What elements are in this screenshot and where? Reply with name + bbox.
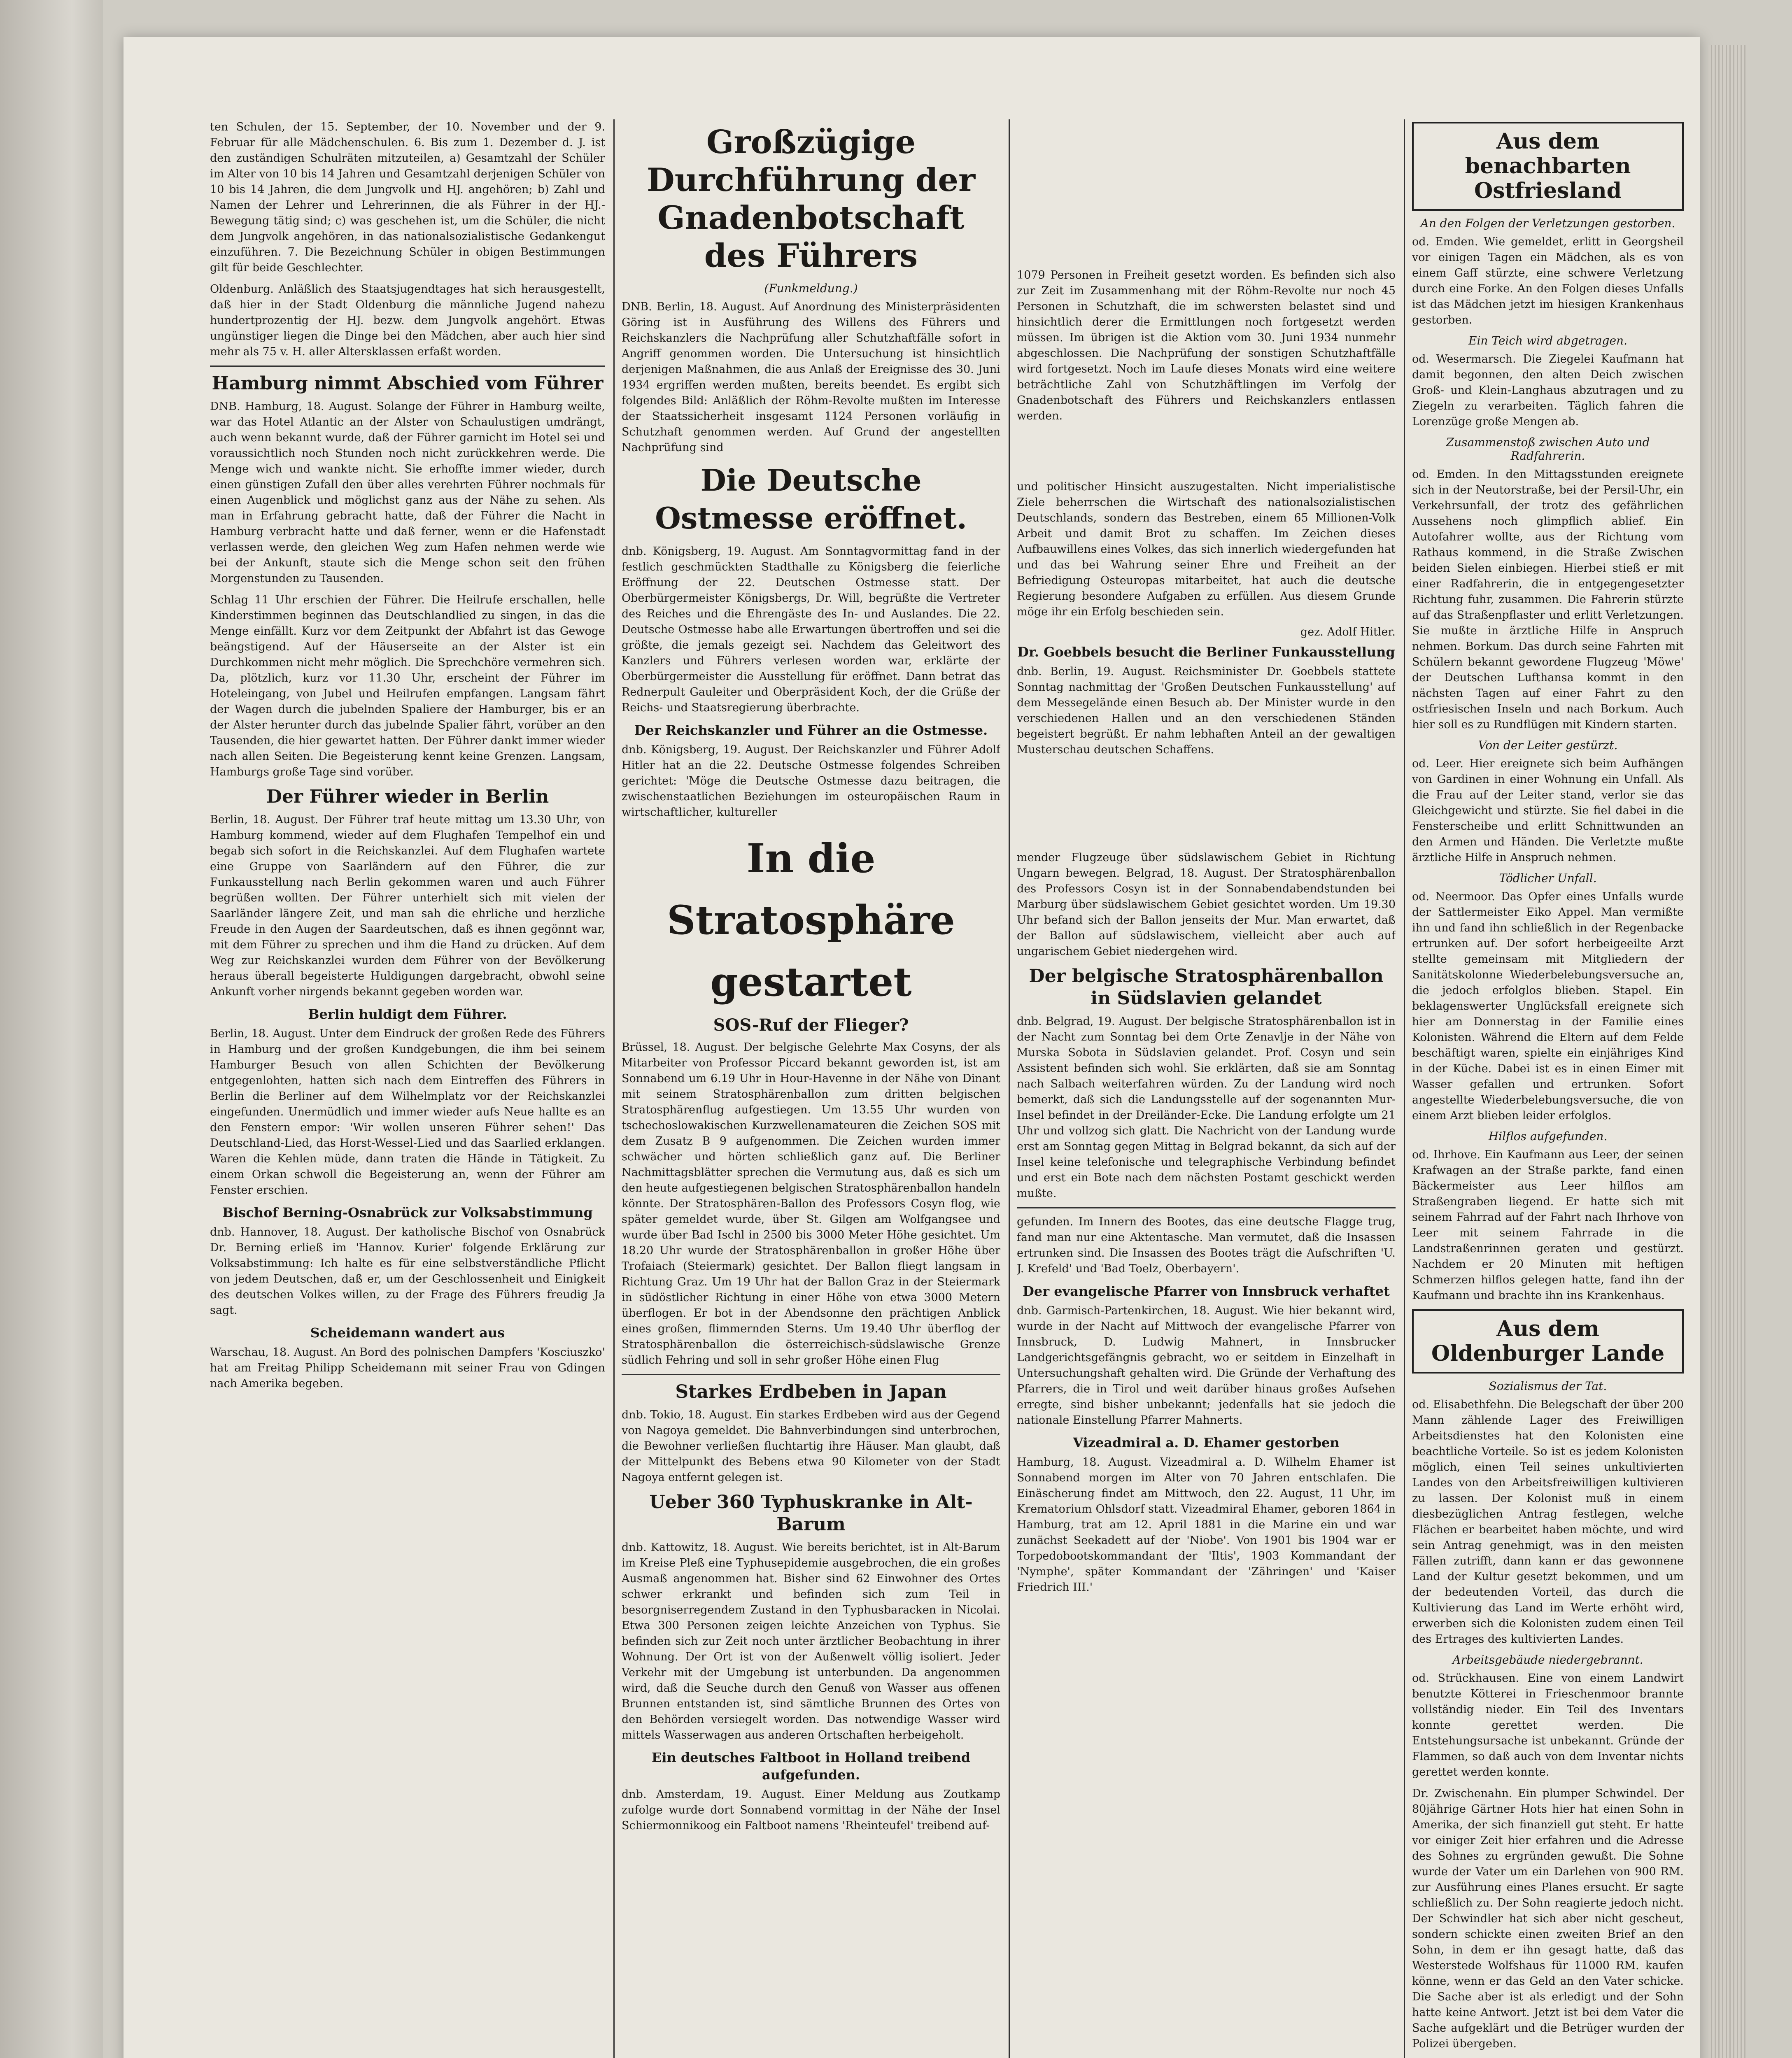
belgisch-text: dnb. Belgrad, 19. August. Der belgische Stratosphärenballon ist in der Nacht zum Sonntag bei dem Orte Zenavlje in der Nähe von Murska Sobota in Südslavien gelandet. Prof. Cosyn und sein Assistent befinden sich wohl. Sie erklärten, daß sie am Sonntag nach Salbach weiterfahren würden. Zu der Landung wird noch bemerkt, daß sich die Landungsstelle auf der sogenannten Mur-Insel befindet in der Dreiländer-Ecke. Die Landung erfolgte um 21 Uhr und vollzog sich glatt. Die Nachricht von der Landung wurde erst am Sonntag gegen Mittag in Belgrad bekannt, da sich auf der Insel keine telefonische und telegraphische Verbindung befindet und erst ein Bote nach dem nächsten Postamt geschickt werden mußte.: [1017, 1015, 1396, 1200]
folgen-text: od. Emden. Wie gemeldet, erlitt in Georgsheil vor einigen Tagen ein Mädchen, als es von einem Gaff stürzte, eine schwere Verletzung durch eine Forke. An den Folgen dieses Unfalls ist das Mädchen jetzt im hiesigen Krankenhaus gestorben.: [1412, 235, 1684, 326]
toedlich-headline: Tödlicher Unfall.: [1499, 871, 1597, 885]
column-2: [622, 119, 1000, 2058]
column-3: [1017, 268, 1396, 2058]
strato-headline: In die Stratosphäre gestartet: [667, 835, 955, 1005]
faltboot-text-b: gefunden. Im Innern des Bootes, das eine deutsche Flagge trug, fand man nur eine Aktentasche. Man vermutet, daß die Insassen ertrunken sind. Die Insassen des Bootes trägt die Aufschriften 'U. J. Krefeld' und 'Bad Toelz, Oberbayern'.: [1017, 1215, 1396, 1275]
berlin-headline: Der Führer wieder in Berlin: [266, 786, 549, 807]
typhus-text: dnb. Kattowitz, 18. August. Wie bereits berichtet, ist in Alt-Barum im Kreise Pleß eine Typhusepidemie ausgebrochen, die ein großes Ausmaß angenommen hat. Bisher sind 62 Einwohner des Ortes schwer erkrankt und befinden sich zum Teil in besorgniserregendem Zustand in den Typhusbaracken in Nicolai. Etwa 300 Personen zeigen leichte Anzeichen von Typhus. Sie befinden sich zur Zeit noch unter ärztlicher Beobachtung in ihrer Wohnung. Der Ort ist von der Außenwelt völlig isoliert. Jeder Verkehr mit der Umgebung ist unterbunden. Da angenommen wird, daß die Seuche durch den Genuß von Wasser aus offenen Brunnen entstanden ist, sind sämtliche Brunnen des Ortes von den Behörden versiegelt worden. Das notwendige Wasser wird mittels Wasserwagen aus anderen Ortschaften herbeigeholt.: [622, 1541, 1000, 1741]
goebbels-text: dnb. Berlin, 19. August. Reichsminister Dr. Goebbels stattete Sonntag nachmittag der 'Großen Deutschen Funkausstellung' auf dem Messegelände einen Besuch ab. Der Minister wurde in den verschiedenen Hallen und an den verschiedenen Ständen begeistert begrüßt. Er nahm lebhaften Anteil an der gewaltigen Musterschau deutschen Schaffens.: [1017, 665, 1396, 756]
berlin-subhead: Berlin huldigt dem Führer.: [308, 1006, 507, 1022]
reichskanzler-text: dnb. Königsberg, 19. August. Der Reichskanzler und Führer Adolf Hitler hat an die 22. Deutsche Ostmesse folgendes Schreiben gerichtet: 'Möge die Deutsche Ostmesse dazu beitragen, die zwischenstaatlichen Beziehungen im osteuropäischen Raum in wirtschaftlicher, kultureller: [622, 743, 1000, 819]
gnaden-text-b: 1079 Personen in Freiheit gesetzt worden. Es befinden sich also zur Zeit im Zusammenhang mit der Röhm-Revolte nur noch 45 Personen in Schutzhaft, die im schwersten belastet sind und hinsichtlich derer die Ermittlungen noch fortgesetzt werden müssen. Im übrigen ist die Aktion vom 30. Juni 1934 nunmehr abgeschlossen. Die Nachprüfung der sonstigen Schutzhaftfälle wird fortgesetzt. Noch im Laufe dieses Monats wird eine weitere beträchtliche Zahl von Schutzhäftlingen im Verfolg der Gnadenbotschaft des Führers und Reichskanzlers entlassen werden.: [1017, 269, 1396, 422]
zusammen-text: od. Emden. In den Mittagsstunden ereignete sich in der Neutorstraße, bei der Persil-Uhr, ein Verkehrsunfall, der trotz des gefährlichen Aussehens noch glimpflich ablief. Ein Autofahrer wollte, aus der Richtung vom Rathaus kommend, in die Straße Zwischen beiden Sielen einbiegen. Hierbei stieß er mit einer Radfahrerin, die in entgegengesetzter Richtung fuhr, zusammen. Die Fahrerin stürzte auf das Straßenpflaster und erlitt Verletzungen. Sie mußte in ärztliche Hilfe in Anspruch nehmen. Borkum. Das durch seine Fahrten mit Schülern bekannt gewordene Flugzeug 'Möwe' der Deutschen Lufthansa kommt in den nächsten Tagen auf einer Fahrt zu den ostfriesischen Inseln und nach Borkum. Auch hier soll es zu Rundflügen mit Kindern starten.: [1412, 468, 1684, 731]
leiter-text: od. Leer. Hier ereignete sich beim Aufhängen von Gardinen in einer Wohnung ein Unfall. Als die Frau auf der Leiter stand, verlor sie das Gleichgewicht und stürzte. Sie fiel dabei in die Fensterscheibe und erlitt Schnittwunden an den Armen und Händen. Die Verletzte mußte ärztliche Hilfe in Anspruch nehmen.: [1412, 757, 1684, 864]
hamburg-headline: Hamburg nimmt Abschied vom Führer: [212, 373, 604, 394]
book-spine: [0, 0, 103, 2058]
admiral-headline: Vizeadmiral a. D. Ehamer gestorben: [1073, 1435, 1340, 1450]
erdbeben-headline: Starkes Erdbeben in Japan: [675, 1381, 947, 1402]
typhus-headline: Ueber 360 Typhuskranke in Alt-Barum: [649, 1492, 973, 1535]
divider: [210, 366, 605, 367]
ostfriesland-box: Aus dem benachbarten Ostfriesland: [1412, 122, 1684, 211]
scheidemann-headline: Scheidemann wandert aus: [310, 1325, 505, 1341]
folgen-headline: An den Folgen der Verletzungen gestorben.: [1420, 217, 1675, 230]
bischof-headline: Bischof Berning-Osnabrück zur Volksabstimmung: [222, 1205, 593, 1220]
spacer: [1017, 430, 1396, 479]
leiter-headline: Von der Leiter gestürzt.: [1478, 738, 1618, 752]
belgisch-headline: Der belgische Stratosphärenballon in Südslavien gelandet: [1029, 966, 1384, 1009]
strato-text-a: Brüssel, 18. August. Der belgische Gelehrte Max Cosyns, der als Mitarbeiter von Professor Piccard bekannt geworden ist, ist am Sonnabend um 6.19 Uhr in Hour-Havenne in der Nähe von Dinant mit seinem Stratosphärenballon zum dritten belgischen Stratosphärenflug aufgestiegen. Um 13.55 Uhr wurden von tschechoslowakischen Kurzwellenamateuren die Zeichen SOS mit dem Zusatz B 9 aufgenommen. Die Zeichen wurden immer schwächer und hörten schließlich ganz auf. Die Berliner Nachmittagsblätter sprechen die Vermutung aus, daß es sich um den heute aufgestiegenen belgischen Stratosphärenballon handeln könnte. Der Stratosphären-Ballon des Professors Cosyn flog, wie später gemeldet wurde, über St. Gilgen am Wolfgangsee und wurde über Bad Ischl in 2500 bis 3000 Meter Höhe gesichtet. Um 18.20 Uhr wurde der Stratosphärenballon in großer Höhe über Trofaiach (Steiermark) gesichtet. Der Ballon fliegt langsam in Richtung Graz. Um 19 Uhr hat der Ballon Graz in der Steiermark in südöstlicher Richtung in einer Höhe von etwa 3000 Metern überflogen. Er bot in der Abendsonne den prächtigen Anblick eines großen, flimmernden Sterns. Um 19.40 Uhr überflog der Stratosphärenballon die österreichisch-südslawische Grenze südlich Fehring und soll in sehr großer Höhe einen Flug: [622, 1041, 1000, 1367]
ostmesse-headline: Die Deutsche Ostmesse eröffnet.: [655, 463, 967, 535]
berlin-text: Berlin, 18. August. Der Führer traf heute mittag um 13.30 Uhr, von Hamburg kommend, wieder auf dem Flughafen Tempelhof ein und begab sich sofort in die Reichskanzlei. Auf dem Flughafen wartete eine Gruppe von Saarländern auf den Führer, die zur Funkausstellung nach Berlin gekommen waren und auch Führer begrüßen wollten. Der Führer unterhielt sich mit vielen der Saarländer längere Zeit, und man sah die ehrliche und herzliche Freude in den Augen der Saardeutschen, daß es ihnen gegönnt war, mit dem Führer zu sprechen und ihm die Hand zu drücken. Auf dem Weg zur Reichskanzlei wurden dem Führer von der Bevölkerung heraus überall begeisterte Huldigungen dargebracht, obwohl seine Ankunft vorher nirgends bekannt gegeben worden war.: [210, 813, 605, 998]
faltboot-headline: Ein deutsches Faltboot in Holland treibend aufgefunden.: [651, 1750, 971, 1783]
deich-text: od. Wesermarsch. Die Ziegelei Kaufmann hat damit begonnen, den alten Deich zwischen Groß- und Klein-Langhaus abzutragen und zu Ziegeln zu verarbeiten. Täglich fahren die Lorenzüge große Mengen ab.: [1412, 353, 1684, 428]
gnaden-text-a: DNB. Berlin, 18. August. Auf Anordnung des Ministerpräsidenten Göring ist in Ausführung des Willens des Führers und Reichskanzlers die Nachprüfung aller Schutzhaftfälle sofort in Angriff genommen worden. Die Untersuchung ist hinsichtlich derjenigen Maßnahmen, die aus Anlaß der Ereignisse des 30. Juni 1934 ergriffen werden mußten, bereits beendet. Es ergibt sich folgendes Bild: Anläßlich der Röhm-Revolte mußten im Interesse der Staatssicherheit insgesamt 1124 Personen vorläufig in Schutzhaft genommen werden. Auf Grund der angestellten Nachprüfung sind: [622, 300, 1000, 454]
erdbeben-text: dnb. Tokio, 18. August. Ein starkes Erdbeben wird aus der Gegend von Nagoya gemeldet. Die Bahnverbindungen sind unterbrochen, die Bewohner verließen fluchtartig ihre Häuser. Man glaubt, daß der Mittelpunkt des Bebens etwa 90 Kilometer von der Stadt Nagoya entfernt gelegen ist.: [622, 1408, 1000, 1484]
column-4: [1412, 119, 1684, 2058]
column-1: [210, 119, 605, 2058]
intro-text: ten Schulen, der 15. September, der 10. November und der 9. Februar für alle Mädchenschulen. 6. Bis zum 1. Dezember d. J. ist den zuständigen Schulräten mitzuteilen, a) Gesamtzahl der Schüler im Alter von 10 bis 14 Jahren und Gesamtzahl derjenigen Schüler von 10 bis 14 Jahren, die dem Jungvolk und HJ. angehören; b) Zahl und Namen der Lehrer und Lehrerinnen, die als Führer in der HJ.-Bewegung tätig sind; c) was geschehen ist, um die Schüler, die nicht dem Jungvolk angehören, in das nationalsozialistische Gedankengut einzuführen. 7. Die Bezeichnung Schüler in obigen Bestimmungen gilt für beide Geschlechter.: [210, 121, 605, 274]
divider: [1017, 1207, 1396, 1208]
scheidemann-text: Warschau, 18. August. An Bord des polnischen Dampfers 'Kosciuszko' hat am Freitag Philipp Scheidemann mit seiner Frau von Gdingen nach Amerika begeben.: [210, 1346, 605, 1390]
ostmesse-signature: gez. Adolf Hitler.: [1300, 626, 1396, 638]
goebbels-headline: Dr. Goebbels besucht die Berliner Funkausstellung: [1017, 644, 1395, 660]
ostmesse-text-b: und politischer Hinsicht auszugestalten. Nicht imperialistische Ziele beherrschen die Wirtschaft des nationalsozialistischen Deutschlands, sondern das Bestreben, einem 65 Millionen-Volk Arbeit und damit Brot zu schaffen. Im Zeichen dieses Aufbauwillens eines Volkes, das sich innerlich wiedergefunden hat und das bei Wahrung seiner Ehre und Freiheit an der Befriedigung Osteuropas mitarbeitet, hat auch die deutsche Regierung besondere Aufgaben zu erfüllen. Aus diesem Grunde möge ihr ein Erfolg beschieden sein.: [1017, 480, 1396, 618]
reichskanzler-headline: Der Reichskanzler und Führer an die Ostmesse.: [634, 722, 988, 738]
arbeits-text: od. Strückhausen. Eine von einem Landwirt benutzte Kötterei in Frieschenmoor brannte vollständig nieder. Ein Teil des Inventars konnte gerettet werden. Die Entstehungsursache ist unbekannt. Gründe der Flammen, so daß auch von dem Inventar nichts gerettet werden konnte.: [1412, 1672, 1684, 1779]
toedlich-text: od. Neermoor. Das Opfer eines Unfalls wurde der Sattlermeister Eiko Appel. Man vermißte ihn und fand ihn schließlich in der Regenbacke ertrunken auf. Der sofort herbeigeeilte Arzt stellte gemeinsam mit Mitgliedern der Sanitätskolonne Wiederbelebungsversuche an, die jedoch erfolglos blieben. Stapel. Ein beklagenswerter Unglücksfall ereignete sich hier am Donnerstag in der Familie eines Kolonisten. Während die Eltern auf dem Felde beschäftigt waren, spielte ein einjähriges Kind in der Küche. Dabei ist es in einen Eimer mit Wasser gefallen und ertrunken. Sofort angestellte Wiederbelebungsversuche, die von einem Arzt blieben leider erfolglos.: [1412, 890, 1684, 1122]
hamburg-text-1: DNB. Hamburg, 18. August. Solange der Führer in Hamburg weilte, war das Hotel Atlantic an der Alster von Schaulustigen umdrängt, auch wenn bekannt wurde, daß der Führer garnicht im Hotel sei und voraussichtlich noch Stunden noch nicht zurückkehren werde. Die Menge wich und wankte nicht. Sie erhoffte immer wieder, durch einen günstigen Zufall den über alles verehrten Führer nochmals für einen Augenblick und möglichst ganz aus der Nähe zu sehen. Als man in Erfahrung gebracht hatte, daß der Führer die Nacht in Hamburg verbracht hatte und daß ferner, wenn er die Hafenstadt verlassen werde, den gleichen Weg zum Hafen nehmen werde wie bei der Ankunft, staute sich die Menge schon seit den frühen Morgenstunden zu Tausenden.: [210, 400, 605, 585]
berlin-sub-text: Berlin, 18. August. Unter dem Eindruck der großen Rede des Führers in Hamburg und der großen Kundgebungen, die ihm bei seinem Hamburger Besuch von allen Schichten der Bevölkerung entgegenlohten, hatten sich nach dem Eintreffen des Führers in Berlin die Berliner auf dem Wilhelmplatz vor der Reichskanzlei eingefunden. Unermüdlich und immer wieder aufs Neue hallte es an den Fenstern empor: 'Wir wollen unseren Führer sehen!' Das Deutschland-Lied, das Horst-Wessel-Lied und das Saarlied erklangen. Waren die Kehlen müde, dann traten die Hände in Tätigkeit. Zu einem Orkan schwoll die Begeisterung an, wenn der Führer am Fenster erschien.: [210, 1027, 605, 1197]
divider: [622, 1374, 1000, 1375]
sozial-headline: Sozialismus der Tat.: [1489, 1379, 1607, 1393]
strato-subline: SOS-Ruf der Flieger?: [713, 1015, 909, 1035]
oldenburg-text: Oldenburg. Anläßlich des Staatsjugendtages hat sich herausgestellt, daß hier in der Stadt Oldenburg die männliche Jugend nahezu hundertprozentig der HJ. bezw. dem Jungvolk angehört. Etwas ungünstiger liegen die Dinge bei den Mädchen, aber auch hier sind mehr als 75 v. H. aller Altersklassen erfaßt worden.: [210, 283, 605, 358]
pfarrer-text: dnb. Garmisch-Partenkirchen, 18. August. Wie hier bekannt wird, wurde in der Nacht auf Mittwoch der evangelische Pfarrer von Innsbruck, D. Ludwig Mahnert, in Innsbrucker Landgerichtsgefängnis gebracht, wo er seitdem in Einzelhaft in Untersuchungshaft gehalten wird. Die Gründe der Verhaftung des Pfarrers, die in Tirol und weit darüber hinaus großes Aufsehen erregte, sind bisher unbekannt; jedenfalls hat sie jedoch die nationale Einstellung Pfarrer Mahnerts.: [1017, 1304, 1396, 1427]
gnaden-headline: Großzügige Durchführung der Gnadenbotschaft des Führers: [646, 123, 976, 275]
arbeits-headline: Arbeitsgebäude niedergebrannt.: [1452, 1653, 1643, 1667]
page-edge: [1708, 45, 1745, 2058]
pfarrer-headline: Der evangelische Pfarrer von Innsbruck verhaftet: [1023, 1283, 1390, 1299]
zusammen-headline: Zusammenstoß zwischen Auto und Radfahrerin.: [1446, 435, 1650, 463]
schwindel-text: Dr. Zwischenahn. Ein plumper Schwindel. Der 80jährige Gärtner Hots hier hat einen Sohn in Amerika, der sich finanziell gut steht. Er hatte vor einiger Zeit hier erfahren und die Adresse des Sohnes zu ergründen gewußt. Die Sohne wurde der Vater um ein Darlehen von 900 RM. zur Ausführung eines Planes ersucht. Er sagte schließlich zu. Der Sohn reagierte jedoch nicht. Der Schwindler hat sich aber nicht gescheut, sondern schickte einen zweiten Brief an den Sohn, in dem er ihn gesagt hatte, daß das Westerstede Wolfshaus für 11000 RM. kaufen könne, wenn er das Geld an den Vater schicke. Die Sache aber ist als erledigt und der Sohn hatte keine Antwort. Jetzt ist bei dem Vater die Sache aufgeklärt und die Betrüger wurden der Polizei übergeben.: [1412, 1787, 1684, 2050]
newspaper-page: [124, 37, 1700, 2058]
faltboot-text: dnb. Amsterdam, 19. August. Einer Meldung aus Zoutkamp zufolge wurde dort Sonnabend vormittag in der Nähe der Insel Schiermonnikoog ein Faltboot namens 'Rheinteufel' treibend auf-: [622, 1788, 1000, 1832]
deich-headline: Ein Teich wird abgetragen.: [1468, 334, 1627, 347]
ostmesse-text-a: dnb. Königsberg, 19. August. Am Sonntagvormittag fand in der festlich geschmückten Stadthalle zu Königsberg die feierliche Eröffnung der 22. Deutschen Ostmesse statt. Der Oberbürgermeister Königsbergs, Dr. Will, begrüßte die Vertreter des Reiches und die Ehrengäste des In- und Auslandes. Die 22. Deutsche Ostmesse habe alle Erwartungen übertroffen und sei die größte, die jemals gezeigt sei. Nachdem das Geleitwort des Kanzlers und Führers verlesen worden war, erklärte der Oberbürgermeister die Ausstellung für eröffnet. Dann betrat das Rednerpult Gauleiter und Oberpräsident Koch, der die Grüße der Reichs- und Staatsregierung überbrachte.: [622, 545, 1000, 714]
hilflos-text: od. Ihrhove. Ein Kaufmann aus Leer, der seinen Krafwagen an der Straße parkte, fand einen Bäckermeister aus Leer hilflos am Straßengraben liegend. Er hatte sich mit seinem Fahrrad auf der Fahrt nach Ihrhove von Leer mit seinem Fahrrade in die Landstraßenrinnen geraten und gestürzt. Nachdem er 20 Minuten mit heftigen Schmerzen hilflos gelegen hatte, fand ihn der Kaufmann und brachte ihn ins Krankenhaus.: [1412, 1148, 1684, 1302]
admiral-text: Hamburg, 18. August. Vizeadmiral a. D. Wilhelm Ehamer ist Sonnabend morgen im Alter von 70 Jahren entschlafen. Die Einäscherung findet am Mittwoch, den 22. August, 11 Uhr, im Krematorium Ohlsdorf statt. Vizeadmiral Ehamer, geboren 1864 in Hamburg, trat am 12. April 1881 in die Marine ein und war zunächst Seekadett auf der 'Niobe'. Von 1901 bis 1904 war er Torpedobootskommandant der 'Iltis', 1903 Kommandant der 'Nymphe', später Kommandant der 'Zähringen' und 'Kaiser Friedrich III.': [1017, 1456, 1396, 1594]
column-rule: [613, 119, 615, 2058]
funkmeldung: (Funkmeldung.): [764, 282, 858, 295]
hamburg-text-2: Schlag 11 Uhr erschien der Führer. Die Heilrufe erschallen, helle Kinderstimmen beginnen das Deutschlandlied zu singen, in das die Menge einfällt. Kurz vor dem Zeitpunkt der Abfahrt ist das Gewoge beängstigend. Auf der Häuserseite an der Alster ist ein Durchkommen nicht mehr möglich. Die Sprechchöre vermehren sich. Da, plötzlich, kurz vor 11.30 Uhr, erscheint der Führer im Hoteleingang, von Jubel und Heilrufen empfangen. Langsam fährt der Wagen durch die jubelnden Spaliere der Hamburger, bis er an der Alster herunter durch das jubelnde Spalier fährt, vorüber an den Tausenden, die hier gewartet hatten. Der Führer dankt immer wieder nach allen Seiten. Die Begeisterung kennt keine Grenzen. Langsam, Hamburgs große Tage sind vorüber.: [210, 594, 605, 778]
bischof-text: dnb. Hannover, 18. August. Der katholische Bischof von Osnabrück Dr. Berning erließ im 'Hannov. Kurier' folgende Erklärung zur Volksabstimmung: Ich halte es für eine selbstverständliche Pflicht von jedem Deutschen, daß er, um der Geschlossenheit und Einigkeit des deutschen Volkes willen, zu der Frage des Führers freudig Ja sagt.: [210, 1226, 605, 1317]
spacer: [1017, 764, 1396, 850]
oldenburger-box: Aus dem Oldenburger Lande: [1412, 1309, 1684, 1374]
column-rule: [1009, 119, 1010, 2058]
strato-text-b: mender Flugzeuge über südslawischem Gebiet in Richtung Ungarn bewegen. Belgrad, 18. August. Der Stratosphärenballon des Professors Cosyn ist in der Sonnabendabendstunden bei Marburg über südslawischem Gebiet gesichtet worden. Um 19.30 Uhr befand sich der Ballon jenseits der Mur. Man erwartet, daß der Ballon auf südslawischem, vielleicht aber auch auf ungarischem Gebiet niedergehen wird.: [1017, 851, 1396, 958]
sozial-text: od. Elisabethfehn. Die Belegschaft der über 200 Mann zählende Lager des Freiwilligen Arbeitsdienstes hat den Kolonisten eine beachtliche Vorteile. So ist es jedem Kolonisten möglich, einen Teil seines unkultivierten Landes von den Arbeitsfreiwilligen kultivieren zu lassen. Der Kolonist muß in einem diesbezüglichen Antrag festlegen, welche Flächen er bearbeitet haben möchte, und wird sein Antrag genehmigt, was in den meisten Fällen zutrifft, dann kann er das gewonnene Land der Kultur gesetzt bekommen, und um der bedeutenden Vorteil, das durch die Kultivierung das Land im Werte erhöht wird, erwerben sich die Kolonisten zudem einen Teil des Ertrages des kultivierten Landes.: [1412, 1398, 1684, 1646]
hilflos-headline: Hilflos aufgefunden.: [1488, 1129, 1608, 1143]
column-rule: [1404, 119, 1405, 2058]
